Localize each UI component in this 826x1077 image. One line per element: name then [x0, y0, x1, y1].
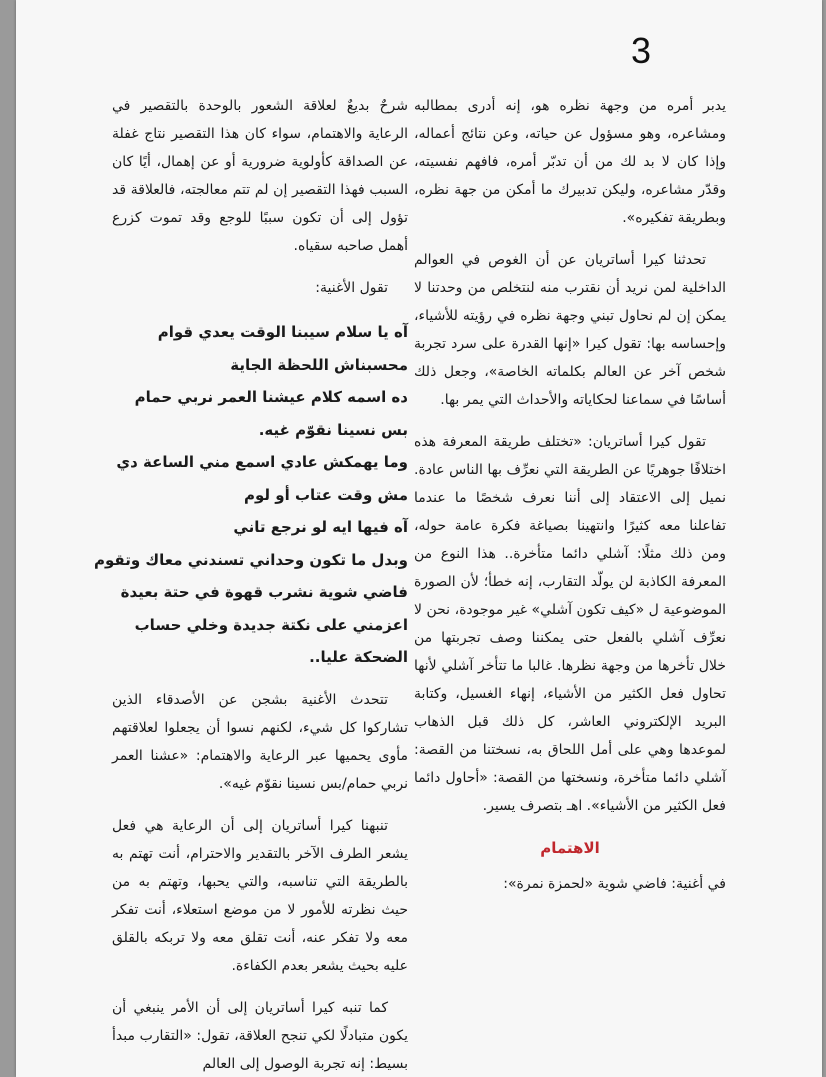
paragraph: تنبهنا كيرا أساتريان إلى أن الرعاية هي فعل يشعر الطرف الآخر بالتقدير والاحترام، أنت تهتم به بالطريقة التي تناسبه، والتي يحبها، وتهتم به من حيث نظرته للأمور لا من موضع استعلاء، أنت تفكر معه ولا تفكر عنه، أنت تقلق معه ولا تربكه بالقلق عليه بحيث يشعر بعدم الكفاءة. — [112, 817, 408, 974]
document-page — [16, 0, 822, 1077]
lyric-line: ده اسمه كلام عيشنا العمر نربي حمام — [134, 388, 408, 406]
lyric-line: بس نسينا نقوّم غيه. — [258, 420, 408, 439]
lyric-line: وما يهمكش عادي اسمع مني الساعة دي — [116, 453, 408, 471]
lyric-line: آه يا سلام سيبنا الوقت يعدي قوام — [157, 323, 408, 341]
paragraph: تقول كيرا أساتريان: «تختلف طريقة المعرفة هذه اختلافًا جوهريًا عن الطريقة التي نعرِّف بها الناس عادة. نميل إلى الاعتقاد إلى أننا نعرف شخصًا ما عندما تفاعلنا معه كثيرًا وانتهينا بصياغة فكرة عامة حوله، ومن ذلك مثلًا: آشلي دائما متأخرة.. هذا النوع من المعرفة الكاذبة لن يولّد التقارب، إنه خطأ؛ لأن الصورة الموضوعية ل «كيف تكون آشلي» غير موجودة، نحن لا نعرِّف آشلي بالفعل حتى يمكننا وصف تجربتها من خلال تأخرها من وجهة نظرها. غالبا ما تتأخر آشلي لأنها تحاول فعل الكثير من الأشياء، إنهاء الغسيل، وكتابة البريد الإلكتروني العاشر، كل ذلك قبل الذهاب لموعدها وهي على أمل اللحاق به، نسختنا من القصة: آشلي دائما متأخرة، ونسختها من القصة: «أحاول دائما فعل الكثير من الأشياء». اهـ بتصرف يسير. — [414, 434, 726, 814]
paragraph: في أغنية: فاضي شوية «لحمزة نمرة»: — [503, 876, 726, 892]
lyric-line: آه فيها ايه لو نرجع تاني — [233, 518, 408, 536]
right-column — [414, 92, 726, 912]
paragraph: تحدثنا كيرا أساتريان عن أن الغوص في العوالم الداخلية لمن نريد أن نقترب منه لنتخلص من وحدتنا لا يمكن إن لم نحاول تبني وجهة نظره في رؤيته للأشياء، وإحساسه بها: تقول كيرا «إنها القدرة على سرد تجربة شخص آخر عن العالم بكلماته الخاصة»، وجعل ذلك أساسًا في سماعنا لحكاياته والأحداث التي يمر بها. — [414, 252, 726, 408]
song-intro: تقول الأغنية: — [315, 280, 388, 296]
left-column — [94, 92, 408, 1077]
lyric-line: فاضي شوية نشرب قهوة في حتة بعيدة — [120, 583, 408, 601]
lyric-line: مش وقت عتاب أو لوم — [244, 485, 408, 504]
page-number: 3 — [631, 30, 652, 71]
lyric-line: الضحكة عليا.. — [309, 648, 408, 666]
lyric-line: وبدل ما تكون وحداني تسندني معاك وتقوم — [94, 550, 408, 569]
paragraph: شرحٌ بديعٌ لعلاقة الشعور بالوحدة بالتقصير في الرعاية والاهتمام، سواء كان هذا التقصير نتاج غفلة عن الصداقة كأولوية ضرورية أو عن إهمال، أيًا كان السبب فهذا التقصير إن لم تتم معالجته، فالعلاقة قد تؤول إلى أن تكون سببًا للوجع وقد تموت كزرع أهمل صاحبه سقياه. — [112, 98, 408, 254]
paragraph: كما تنبه كيرا أساتريان إلى أن الأمر ينبغي أن يكون متبادلًا لكي تنجح العلاقة، تقول: «التقارب مبدأ بسيط: إنه تجربة الوصول إلى العالم — [112, 999, 408, 1072]
lyric-line: اعزمني على نكتة جديدة وخلي حساب — [134, 615, 408, 634]
song-lyrics — [94, 316, 408, 674]
section-heading: الاهتمام — [540, 839, 600, 857]
lyric-line: محسبناش اللحظة الجاية — [230, 355, 408, 374]
paragraph: يدبر أمره من وجهة نظره هو، إنه أدرى بمطالبه ومشاعره، وهو مسؤول عن حياته، وعن نتائج أعماله، وإذا كان لا بد لك من أن تدبّر أمره، فافهم نفسيته، وقدّر مشاعره، وليكن تدبيرك ما أمكن من جهة نظره، وبطريقة تفكيره». — [414, 98, 726, 226]
paragraph: تتحدث الأغنية بشجن عن الأصدقاء الذين تشاركوا كل شيء، لكنهم نسوا أن يجعلوا لعلاقتهم مأوى يحميها عبر الرعاية والاهتمام: «عشنا العمر نربي حمام/بس نسينا نقوّم غيه». — [112, 691, 408, 792]
